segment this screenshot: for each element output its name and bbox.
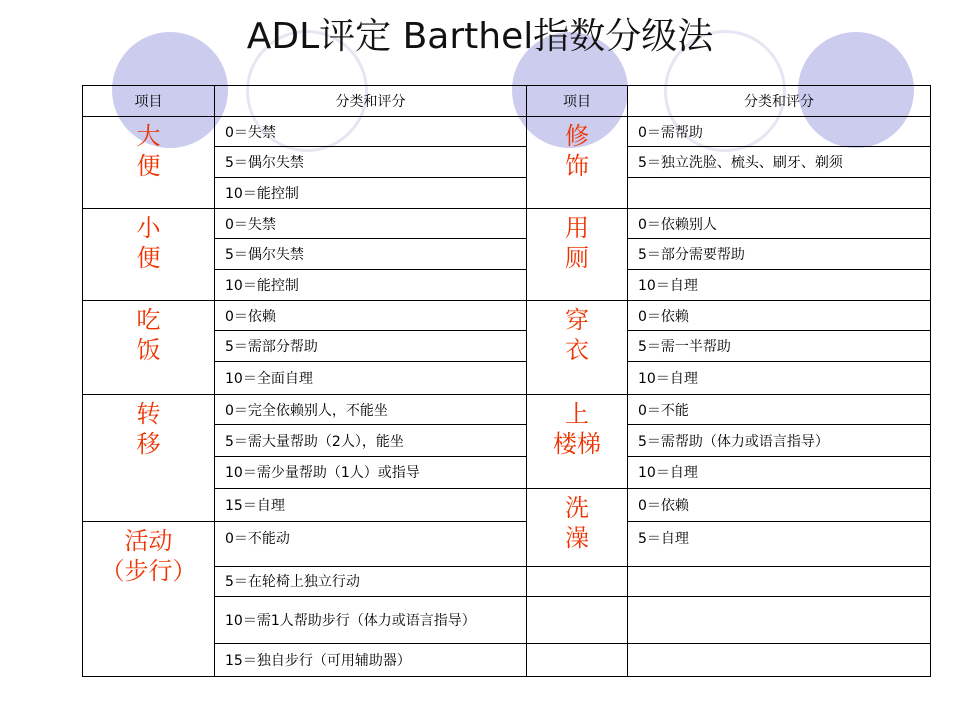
table-header-row [83, 86, 931, 117]
item-transfer: 转 移 [83, 394, 215, 521]
score-cell: 0＝不能动 [215, 521, 527, 566]
score-cell: 10＝自理 [628, 457, 931, 489]
table-row [83, 208, 931, 239]
score-cell: 5＝需大量帮助（2人），能坐 [215, 425, 527, 457]
score-cell: 10＝全面自理 [215, 362, 527, 395]
item-mobility: 活动 （步行） [83, 521, 215, 676]
score-cell: 5＝独立洗脸、梳头、刷牙、剃须 [628, 147, 931, 178]
item-bowel: 大 便 [83, 116, 215, 208]
score-cell: 0＝依赖别人 [628, 208, 931, 239]
table-row [83, 394, 931, 425]
score-cell: 5＝偶尔失禁 [215, 239, 527, 270]
page-title: ADL评定 Barthel指数分级法 [246, 16, 714, 57]
score-cell: 15＝独自步行（可用辅助器） [215, 644, 527, 677]
item-feeding: 吃 饭 [83, 300, 215, 394]
score-cell [628, 178, 931, 209]
empty-cell [628, 597, 931, 644]
score-cell: 5＝需一半帮助 [628, 331, 931, 362]
table-row [83, 116, 931, 147]
barthel-table [82, 85, 931, 677]
header-item: 项目 [527, 86, 628, 117]
item-dressing: 穿 衣 [527, 300, 628, 394]
score-cell: 0＝依赖 [215, 300, 527, 331]
empty-cell [628, 566, 931, 597]
item-toilet: 用 厕 [527, 208, 628, 300]
score-cell: 0＝需帮助 [628, 116, 931, 147]
header-item: 项目 [83, 86, 215, 117]
score-cell: 0＝失禁 [215, 116, 527, 147]
empty-cell [527, 644, 628, 677]
empty-cell [527, 566, 628, 597]
header-score: 分类和评分 [628, 86, 931, 117]
item-bladder: 小 便 [83, 208, 215, 300]
item-stairs: 上 楼梯 [527, 394, 628, 488]
score-cell: 0＝完全依赖别人，不能坐 [215, 394, 527, 425]
score-cell: 0＝依赖 [628, 488, 931, 521]
score-cell: 5＝部分需要帮助 [628, 239, 931, 270]
score-cell: 5＝在轮椅上独立行动 [215, 566, 527, 597]
score-cell: 10＝自理 [628, 270, 931, 301]
score-cell: 0＝失禁 [215, 208, 527, 239]
score-cell: 5＝自理 [628, 521, 931, 566]
empty-cell [527, 597, 628, 644]
score-cell: 0＝不能 [628, 394, 931, 425]
item-bathing: 洗 澡 [527, 488, 628, 566]
score-cell: 10＝需1人帮助步行（体力或语言指导） [215, 597, 527, 644]
table-row [83, 300, 931, 331]
score-cell: 5＝需帮助（体力或语言指导） [628, 425, 931, 457]
empty-cell [628, 644, 931, 677]
score-cell: 10＝能控制 [215, 270, 527, 301]
score-cell: 10＝需少量帮助（1人）或指导 [215, 457, 527, 489]
item-grooming: 修 饰 [527, 116, 628, 208]
score-cell: 5＝偶尔失禁 [215, 147, 527, 178]
table-row [83, 521, 931, 566]
score-cell: 10＝自理 [628, 362, 931, 395]
score-cell: 15＝自理 [215, 488, 527, 521]
header-score: 分类和评分 [215, 86, 527, 117]
score-cell: 0＝依赖 [628, 300, 931, 331]
score-cell: 5＝需部分帮助 [215, 331, 527, 362]
score-cell: 10＝能控制 [215, 178, 527, 209]
